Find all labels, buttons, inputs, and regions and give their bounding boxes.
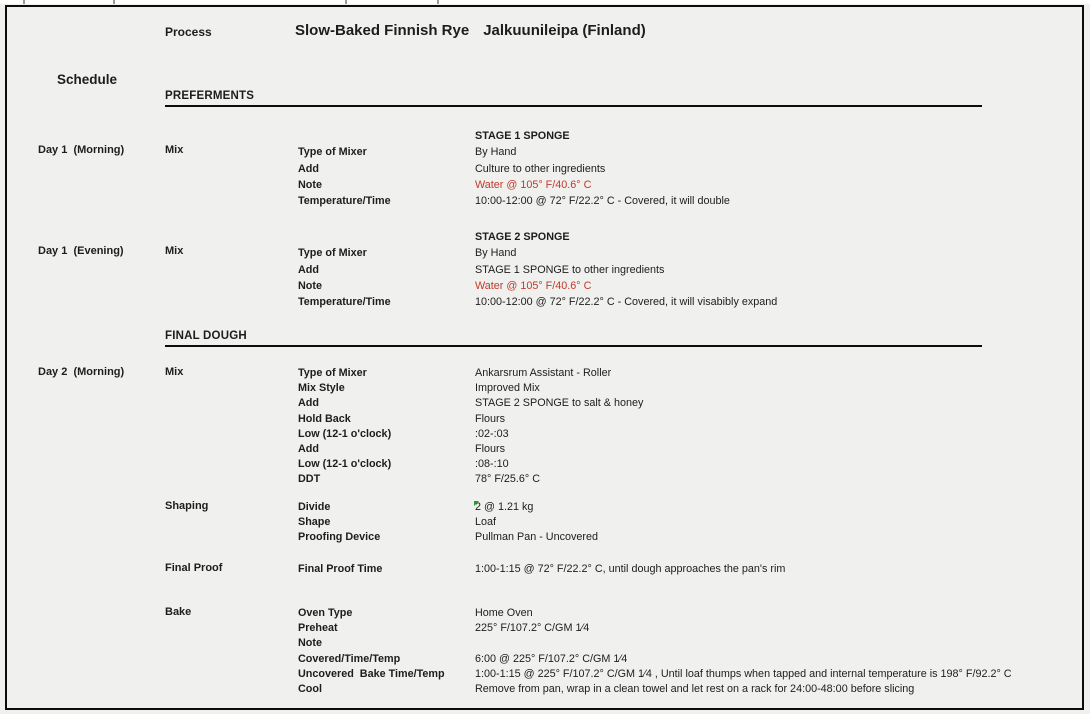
process-name: Bake <box>165 606 192 618</box>
field-rows <box>298 500 1084 546</box>
field-value: Remove from pan, wrap in a clean towel and let rest on a rack for 24:00-48:00 before slicing <box>475 682 915 695</box>
field-value: Culture to other ingredients <box>475 162 606 175</box>
field-rows <box>298 229 1084 310</box>
field-value: 6:00 @ 225° F/107.2° C/GM 1⁄4 <box>475 652 628 665</box>
field-label: Add <box>298 442 319 455</box>
field-label: Temperature/Time <box>298 195 391 208</box>
field-value-note: Water @ 105° F/40.6° C <box>475 279 592 292</box>
field-value: Flours <box>475 442 505 455</box>
field-label: Type of Mixer <box>298 247 367 260</box>
field-value: Flours <box>475 412 505 425</box>
field-value: Loaf <box>475 516 497 529</box>
field-label: Temperature/Time <box>298 296 391 309</box>
field-label: Low (12-1 o'clock) <box>298 458 392 471</box>
field-row <box>298 667 1084 682</box>
process-name: Mix <box>165 366 184 378</box>
field-row <box>298 396 1084 411</box>
field-label: Type of Mixer <box>298 146 367 159</box>
process-name: Shaping <box>165 500 209 512</box>
field-row <box>298 177 1084 193</box>
schedule-column-header: Schedule <box>57 72 118 87</box>
field-row <box>298 472 1084 487</box>
field-label: Type of Mixer <box>298 367 367 379</box>
field-value: 1:00-1:15 @ 72° F/22.2° C, until dough approaches the pan's rim <box>475 563 786 575</box>
field-row <box>298 294 1084 310</box>
gridline-tick <box>345 0 347 4</box>
field-row <box>298 652 1084 667</box>
field-label: Final Proof Time <box>298 563 383 575</box>
field-row <box>298 442 1084 457</box>
formula-marker-icon <box>474 501 479 506</box>
day-label: Day 2 (Morning) <box>38 366 125 378</box>
field-row <box>298 515 1084 530</box>
field-row <box>298 562 1084 577</box>
field-row <box>298 412 1084 427</box>
field-label: Shape <box>298 516 331 529</box>
field-row <box>298 262 1084 278</box>
field-rows <box>298 606 1084 697</box>
field-row <box>298 193 1084 209</box>
page-title-main: Slow-Baked Finnish Rye <box>295 22 470 39</box>
field-label: Uncovered Bake Time/Temp <box>298 667 445 680</box>
process-name: Mix <box>165 144 184 157</box>
field-value: 225° F/107.2° C/GM 1⁄4 <box>475 622 590 635</box>
field-value: :08-:10 <box>475 458 509 471</box>
field-value: Pullman Pan - Uncovered <box>475 531 599 544</box>
day-label: Day 1 (Morning) <box>38 144 125 157</box>
field-value: By Hand <box>475 247 517 260</box>
field-row <box>298 457 1084 472</box>
field-row <box>298 366 1084 381</box>
day-label: Day 1 (Evening) <box>38 245 124 258</box>
field-label: Mix Style <box>298 382 345 395</box>
field-label: Proofing Device <box>298 531 381 544</box>
field-row <box>298 144 1084 160</box>
field-row <box>298 606 1084 621</box>
field-label: Note <box>298 637 322 650</box>
gridline-tick <box>113 0 115 4</box>
field-row <box>298 682 1084 697</box>
field-value: 10:00-12:00 @ 72° F/22.2° C - Covered, it will visabibly expand <box>475 296 778 309</box>
field-label: DDT <box>298 473 321 486</box>
field-row <box>298 500 1084 515</box>
field-value: 10:00-12:00 @ 72° F/22.2° C - Covered, it will double <box>475 195 730 208</box>
field-label: Low (12-1 o'clock) <box>298 427 392 440</box>
field-value: :02-:03 <box>475 427 509 440</box>
field-value <box>475 636 1084 651</box>
field-value: By Hand <box>475 146 517 159</box>
section-heading: FINAL DOUGH <box>165 330 982 347</box>
stage-heading: STAGE 1 SPONGE <box>475 130 570 142</box>
field-label: Preheat <box>298 622 338 635</box>
field-row <box>298 161 1084 177</box>
field-value: Home Oven <box>475 607 533 619</box>
process-name: Mix <box>165 245 184 258</box>
field-row <box>298 245 1084 261</box>
field-rows <box>298 562 1084 577</box>
field-label: Oven Type <box>298 607 353 619</box>
page-title-sub: Jalkuunileipa (Finland) <box>483 22 646 39</box>
field-row <box>298 381 1084 396</box>
field-value: 78° F/25.6° C <box>475 473 541 486</box>
field-label: Add <box>298 397 319 410</box>
field-label: Divide <box>298 501 331 513</box>
stage-heading: STAGE 2 SPONGE <box>475 231 570 243</box>
top-edge-strip <box>0 0 1090 4</box>
gridline-tick <box>23 0 25 4</box>
field-value: 1:00-1:15 @ 225° F/107.2° C/GM 1⁄4 , Until loaf thumps when tapped and internal temperature is 198° F/92.2° C <box>475 667 1012 680</box>
field-value: STAGE 2 SPONGE to salt & honey <box>475 397 644 410</box>
field-label: Covered/Time/Temp <box>298 652 401 665</box>
field-row <box>298 278 1084 294</box>
field-rows <box>298 128 1084 209</box>
field-row <box>298 621 1084 636</box>
page-title <box>295 22 646 39</box>
section-heading: PREFERMENTS <box>165 90 982 107</box>
page-border <box>5 5 1084 710</box>
field-value: Ankarsrum Assistant - Roller <box>475 367 612 379</box>
field-label: Add <box>298 263 319 276</box>
field-value-note: Water @ 105° F/40.6° C <box>475 178 592 191</box>
field-label: Note <box>298 178 322 191</box>
field-rows <box>298 366 1084 488</box>
field-label: Hold Back <box>298 412 351 425</box>
field-label: Cool <box>298 682 322 695</box>
process-name: Final Proof <box>165 562 223 574</box>
field-value: STAGE 1 SPONGE to other ingredients <box>475 263 665 276</box>
field-row <box>298 427 1084 442</box>
gridline-tick <box>437 0 439 4</box>
process-column-header: Process <box>165 25 212 39</box>
field-row <box>298 530 1084 545</box>
field-row <box>298 636 1084 651</box>
field-label: Add <box>298 162 319 175</box>
field-label: Note <box>298 279 322 292</box>
field-value: 2 @ 1.21 kg <box>475 501 534 513</box>
field-value: Improved Mix <box>475 382 540 395</box>
